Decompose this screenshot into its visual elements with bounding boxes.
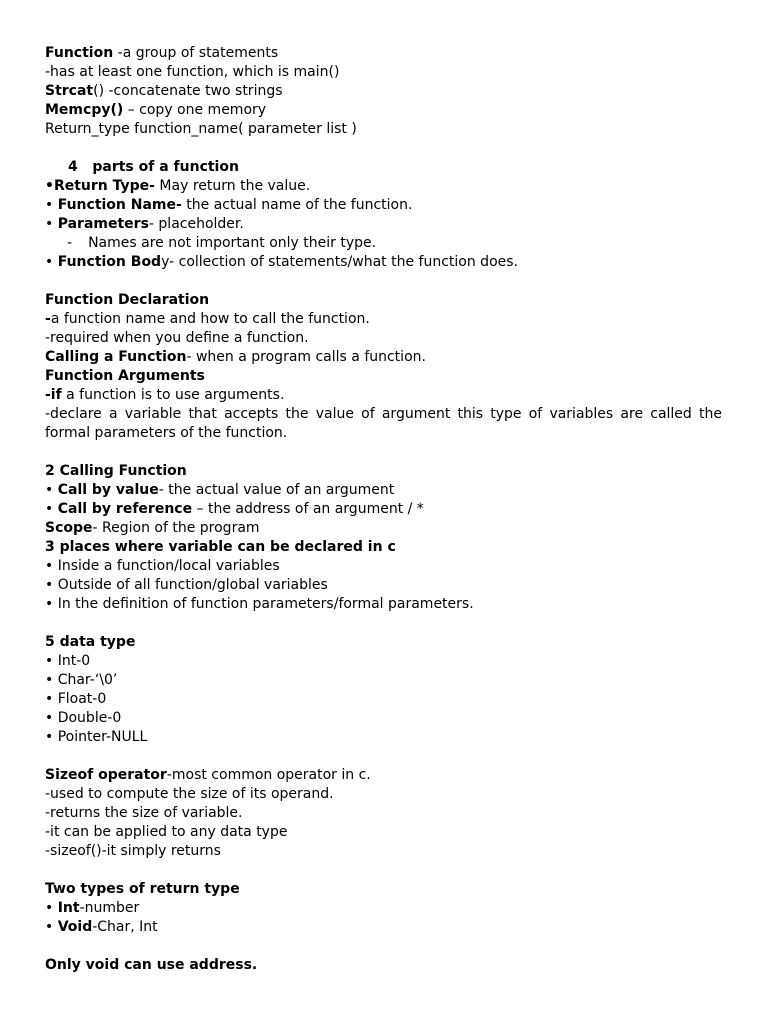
spacer — [45, 139, 722, 158]
parts-item: • Parameters- placeholder. — [45, 216, 244, 232]
parts-item: •Return Type- May return the value. — [45, 178, 311, 194]
declaration-line-1: -a function name and how to call the function. — [45, 311, 370, 327]
declaration-line-2: -required when you define a function. — [45, 330, 309, 346]
spacer — [45, 614, 722, 633]
datatypes-heading: 5 data type — [45, 634, 136, 650]
parts-item: • Function Name- the actual name of the function. — [45, 197, 413, 213]
sizeof-line: -sizeof()-it simply returns — [45, 843, 221, 859]
final-note: Only void can use address. — [45, 957, 258, 973]
places-item: • In the definition of function parameters/formal parameters. — [45, 596, 474, 612]
arguments-line-1: -if a function is to use arguments. — [45, 387, 285, 403]
intro-line-2: -has at least one function, which is main() — [45, 64, 340, 80]
spacer — [45, 747, 722, 766]
sizeof-line: -it can be applied to any data type — [45, 824, 288, 840]
datatypes-item: • Double-0 — [45, 710, 122, 726]
intro-line-3: Strcat() -concatenate two strings — [45, 83, 283, 99]
declaration-heading: Function Declaration — [45, 292, 210, 308]
returntypes-item: • Int-number — [45, 900, 140, 916]
intro-line-4: Memcpy() – copy one memory — [45, 102, 267, 118]
returntypes-item: • Void-Char, Int — [45, 919, 158, 935]
places-item: • Outside of all function/global variables — [45, 577, 328, 593]
sizeof-line: -returns the size of variable. — [45, 805, 243, 821]
arguments-paragraph: -declare a variable that accepts the value of argument this type of variables are called the formal parameters of the function. — [45, 406, 722, 441]
spacer — [45, 443, 722, 462]
parts-subitem: - Names are not important only their type. — [67, 235, 377, 251]
parts-heading: 4 parts of a function — [68, 159, 239, 175]
sizeof-line-1: Sizeof operator-most common operator in c. — [45, 767, 371, 783]
sizeof-line: -used to compute the size of its operand. — [45, 786, 334, 802]
places-heading: 3 places where variable can be declared in c — [45, 539, 396, 555]
spacer — [45, 861, 722, 880]
parts-item: • Function Body- collection of statements/what the function does. — [45, 254, 518, 270]
calling-item: • Call by value- the actual value of an argument — [45, 482, 395, 498]
calling-item: • Call by reference – the address of an argument / * — [45, 501, 424, 517]
document-body — [45, 44, 722, 975]
spacer — [45, 272, 722, 291]
scope-line: Scope- Region of the program — [45, 520, 260, 536]
datatypes-item: • Float-0 — [45, 691, 107, 707]
calling-heading: 2 Calling Function — [45, 463, 187, 479]
intro-line-5: Return_type function_name( parameter list ) — [45, 121, 357, 137]
datatypes-item: • Int-0 — [45, 653, 91, 669]
places-item: • Inside a function/local variables — [45, 558, 280, 574]
datatypes-item: • Pointer-NULL — [45, 729, 148, 745]
calling-function-line: Calling a Function- when a program calls a function. — [45, 349, 426, 365]
arguments-heading: Function Arguments — [45, 368, 205, 384]
spacer — [45, 937, 722, 956]
returntypes-heading: Two types of return type — [45, 881, 240, 897]
datatypes-item: • Char-‘\0’ — [45, 672, 118, 688]
intro-line-1: Function -a group of statements — [45, 45, 279, 61]
